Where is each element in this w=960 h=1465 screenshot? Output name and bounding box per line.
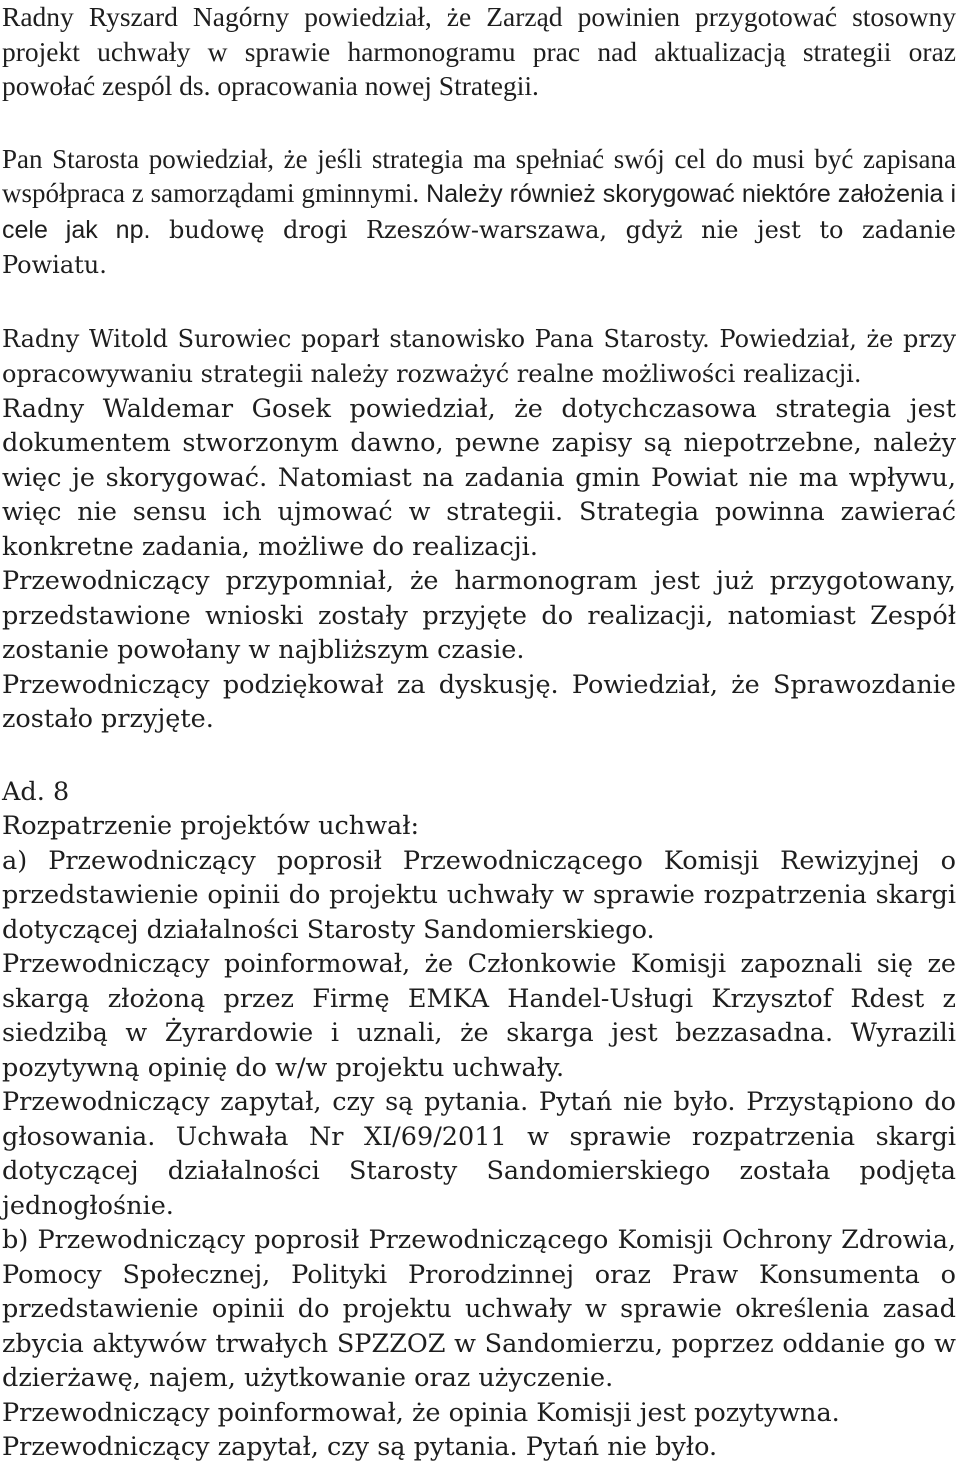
paragraph-starosta-part-2: Należy również skorygować niektóre założenia i cele jak np. <box>2 180 956 244</box>
agenda-item-title: Rozpatrzenie projektów uchwał: <box>2 811 420 841</box>
paragraph-starosta <box>2 142 956 283</box>
paragraph-spacer <box>2 104 956 142</box>
paragraph-gosek: Radny Waldemar Gosek powiedział, że dotychczasowa strategia jest dokumentem stworzonym dawno, pewne zapisy są niepotrzebne, należy więc je skorygować. Natomiast na zadania gmin Powiat nie ma wpływu, więc nie sensu ich ujmować w strategii. Strategia powinna zawierać konkretne zadania, możliwe do realizacji. <box>2 393 956 562</box>
paragraph-spacer <box>2 283 956 321</box>
paragraph-skarga-opinion: Przewodniczący poinformował, że Członkowie Komisji zapoznali się ze skargą złożoną przez Firmę EMKA Handel-Usługi Krzysztof Rdest z siedzibą w Żyrardowie i uznali, że skarga jest bezzasadna. Wyrazili pozytywną opinię do w/w projektu uchwały. <box>2 949 956 1083</box>
section-spacer <box>2 737 956 775</box>
paragraph-spzzoz-opinion: Przewodniczący poinformował, że opinia Komisji jest pozytywna. <box>2 1397 840 1428</box>
paragraph-spzzoz-questions: Przewodniczący zapytał, czy są pytania. Pytań nie było. <box>2 1432 718 1462</box>
paragraph-skarga-vote: Przewodniczący zapytał, czy są pytania. Pytań nie było. Przystąpiono do głosowania. Uchwała Nr XI/69/2011 w sprawie rozpatrzenia skargi dotyczącej działalności Starosty Sandomierskiego została podjęta jednogłośnie. <box>2 1087 956 1221</box>
paragraph-surowiec <box>2 321 956 392</box>
paragraph-spzzoz-request: b) Przewodniczący poprosił Przewodniczącego Komisji Ochrony Zdrowia, Pomocy Społecznej, Polityki Prorodzinnej oraz Praw Konsumenta o przedstawienie opinii do projektu uchwały w sprawie określenia zasad zbycia aktywów trwałych SPZZOZ w Sandomierzu, poprzez oddanie go w dzierżawę, najem, użytkowanie oraz użyczenie. <box>2 1225 956 1393</box>
paragraph-podziekowanie: Przewodniczący podziękował za dyskusję. Powiedział, że Sprawozdanie zostało przyjęte. <box>2 669 956 734</box>
paragraph-nagorny: Radny Ryszard Nagórny powiedział, że Zarząd powinien przygotować stosowny projekt uchwały w sprawie harmonogramu prac nad aktualizacją strategii oraz powołać zespól ds. opracowania nowej Strategii. <box>2 1 956 101</box>
agenda-item-heading: Ad. 8 <box>2 776 70 807</box>
paragraph-skarga-request: a) Przewodniczący poprosił Przewodniczącego Komisji Rewizyjnej o przedstawienie opinii do projektu uchwały w sprawie rozpatrzenia skargi dotyczącej działalności Starosty Sandomierskiego. <box>2 845 956 945</box>
paragraph-harmonogram: Przewodniczący przypomniał, że harmonogram jest już przygotowany, przedstawione wnioski zostały przyjęte do realizacji, natomiast Zespół zostanie powołany w najbliższym czasie. <box>2 566 956 665</box>
paragraph-starosta-part-1: Pan Starosta powiedział, że jeśli strategia ma spełniać swój cel do musi być zapisana współpraca z samorządami gminnymi. <box>2 143 956 208</box>
paragraph-starosta-part-3: budowę drogi Rzeszów-warszawa, gdyż nie jest to zadanie Powiatu. <box>2 215 957 279</box>
paragraph-surowiec-part-1: Radny Witold Surowiec poparł stanowisko Pana Starosty. <box>2 324 710 353</box>
paragraph-surowiec-part-2: Powiedział, że przy opracowywaniu strategii należy rozważyć realne możliwości realizacji. <box>2 324 956 388</box>
